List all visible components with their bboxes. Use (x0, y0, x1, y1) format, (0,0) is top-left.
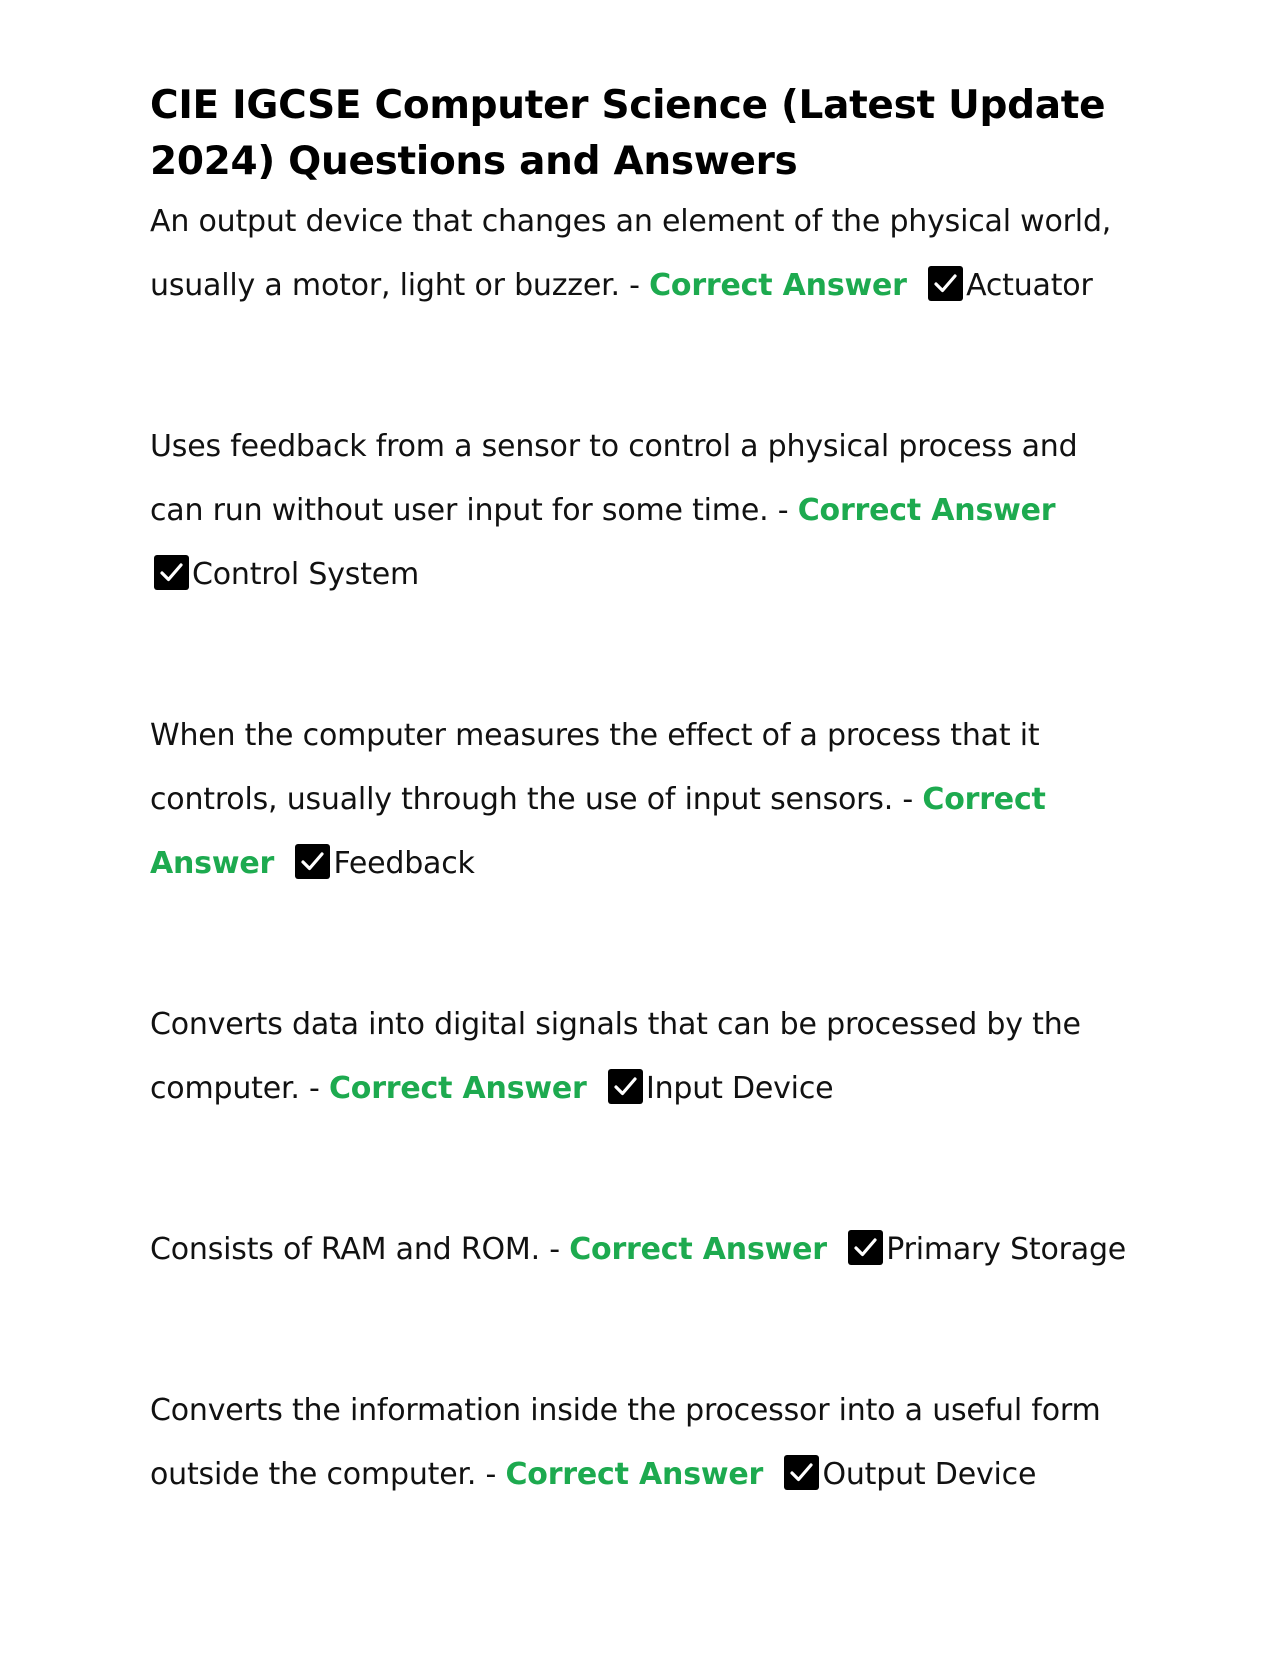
question-text: Converts data into digital signals that can be processed by the computer. (150, 1007, 1081, 1106)
question-text: Consists of RAM and ROM. (150, 1232, 540, 1267)
qa-item (150, 1379, 1140, 1507)
qa-item (150, 415, 1140, 607)
document-title: CIE IGCSE Computer Science (Latest Update 2024) Questions and Answers (150, 83, 1106, 184)
checkmark-box-icon (928, 266, 963, 301)
qa-item (150, 190, 1140, 318)
qa-item (150, 993, 1140, 1121)
separator: - (893, 782, 923, 817)
answer-text: Output Device (822, 1457, 1037, 1492)
answer-text: Input Device (645, 1071, 834, 1106)
separator: - (768, 493, 798, 528)
question-text: Converts the information inside the processor into a useful form outside the computer. (150, 1393, 1101, 1492)
answer-text: Control System (192, 557, 420, 592)
separator: - (299, 1071, 329, 1106)
checkmark-box-icon (154, 555, 189, 590)
correct-answer-label: Correct Answer (649, 268, 907, 303)
question-text: When the computer measures the effect of a process that it controls, usually through the use of input sensors. (150, 718, 1040, 817)
answer-text: Actuator (966, 268, 1093, 303)
separator: - (619, 268, 650, 303)
checkmark-box-icon (608, 1069, 643, 1104)
separator: - (539, 1232, 570, 1267)
correct-answer-label: Correct Answer (505, 1457, 764, 1492)
checkmark-box-icon (784, 1455, 819, 1490)
answer-text: Feedback (333, 846, 475, 881)
correct-answer-label: Correct Answer (569, 1232, 827, 1267)
qa-item (150, 704, 1140, 896)
correct-answer-label: Correct Answer (150, 782, 1046, 881)
qa-item (150, 1218, 1140, 1282)
answer-text: Primary Storage (886, 1232, 1127, 1267)
question-text: Uses feedback from a sensor to control a physical process and can run without user input for some time. (150, 429, 1078, 528)
checkmark-box-icon (295, 844, 330, 879)
checkmark-box-icon (848, 1230, 883, 1265)
question-text: An output device that changes an element of the physical world, usually a motor, light or buzzer. (150, 204, 1112, 303)
separator: - (476, 1457, 506, 1492)
correct-answer-label: Correct Answer (328, 1071, 587, 1106)
correct-answer-label: Correct Answer (797, 493, 1056, 528)
document-page (150, 78, 1140, 1507)
